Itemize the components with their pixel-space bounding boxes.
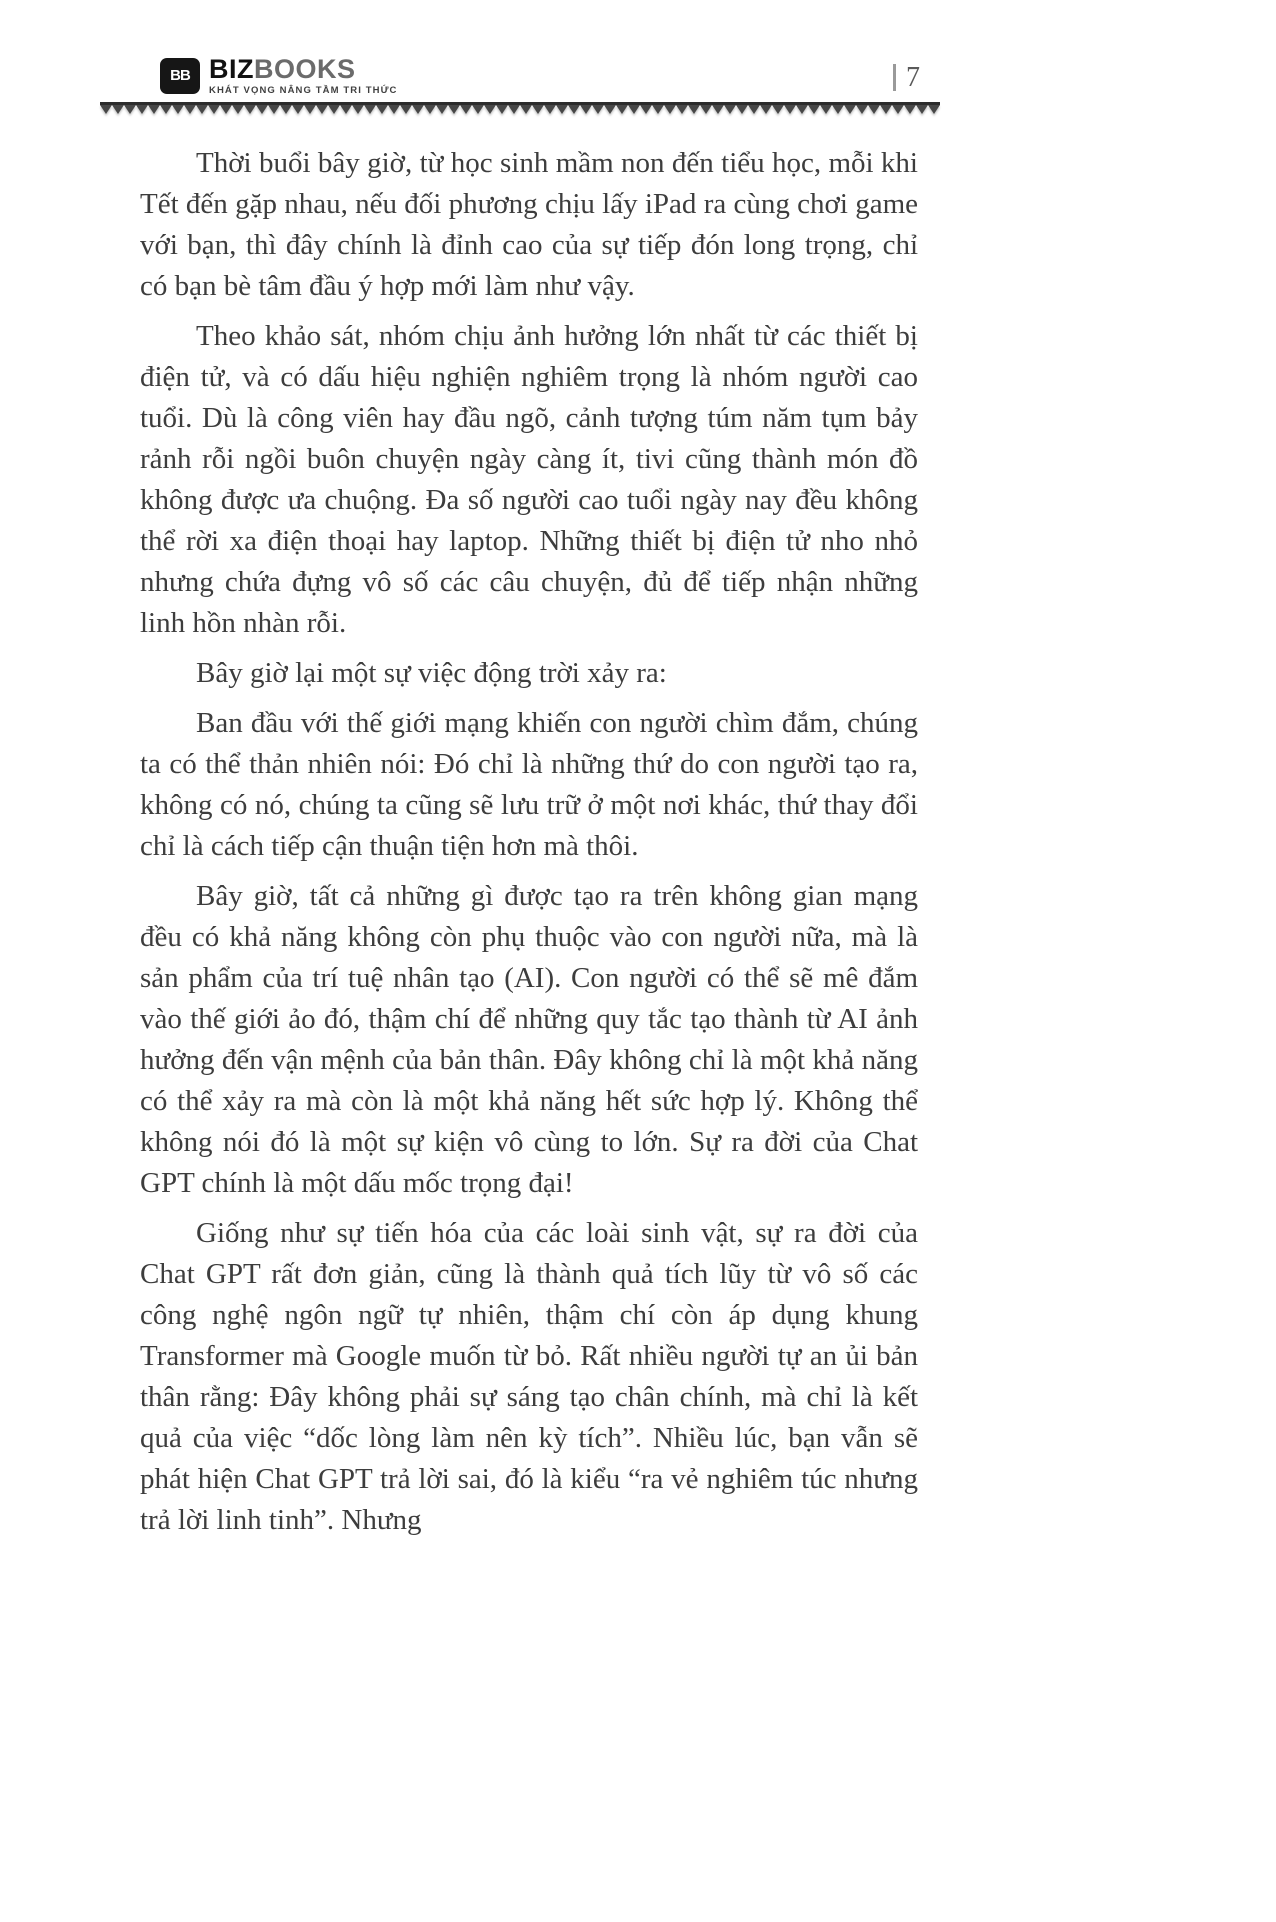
paragraph: Bây giờ, tất cả những gì được tạo ra trên không gian mạng đều có khả năng không còn phụ thuộc vào con người nữa, mà là sản phẩm của trí tuệ nhân tạo (AI). Con người có thể sẽ mê đắm vào thế giới ảo đó, thậm chí để những quy tắc tạo thành từ AI ảnh hưởng đến vận mệnh của bản thân. Đây không chỉ là một khả năng có thể xảy ra mà còn là một khả năng hết sức hợp lý. Không thể không nói đó là một sự kiện vô cùng to lớn. Sự ra đời của Chat GPT chính là một dấu mốc trọng đại! <box>140 879 918 1199</box>
brand <box>160 56 398 96</box>
bizbooks-logo-icon <box>160 58 200 94</box>
page-body <box>140 143 918 1541</box>
brand-name-biz: BIZ <box>209 54 254 84</box>
header-wrap <box>100 56 940 115</box>
logo-monogram: BB <box>170 67 190 85</box>
page-number <box>893 62 920 96</box>
brand-text <box>209 56 398 96</box>
paragraph: Giống như sự tiến hóa của các loài sinh vật, sự ra đời của Chat GPT rất đơn giản, cũng là thành quả tích lũy từ vô số các công nghệ ngôn ngữ tự nhiên, thậm chí còn áp dụng khung Transformer mà Google muốn từ bỏ. Rất nhiều người tự an ủi bản thân rằng: Đây không phải sự sáng tạo chân chính, mà chỉ là kết quả của việc “dốc lòng làm nên kỳ tích”. Nhiều lúc, bạn vẫn sẽ phát hiện Chat GPT trả lời sai, đó là kiểu “ra vẻ nghiêm túc nhưng trả lời linh tinh”. Nhưng <box>140 1216 918 1536</box>
page-number-divider <box>893 64 896 91</box>
torn-edge-decoration <box>100 105 940 115</box>
paragraph: Bây giờ lại một sự việc động trời xảy ra: <box>196 656 667 689</box>
paragraph: Ban đầu với thế giới mạng khiến con người chìm đắm, chúng ta có thể thản nhiên nói: Đó chỉ là những thứ do con người tạo ra, không có nó, chúng ta cũng sẽ lưu trữ ở một nơi khác, thứ thay đổi chỉ là cách tiếp cận thuận tiện hơn mà thôi. <box>140 706 918 862</box>
brand-name-books: BOOKS <box>254 54 356 84</box>
brand-tagline: KHÁT VỌNG NÂNG TẦM TRI THỨC <box>209 85 398 96</box>
brand-name <box>209 56 398 83</box>
paragraph: Theo khảo sát, nhóm chịu ảnh hưởng lớn nhất từ các thiết bị điện tử, và có dấu hiệu nghiện nghiêm trọng là nhóm người cao tuổi. Dù là công viên hay đầu ngõ, cảnh tượng túm năm tụm bảy rảnh rỗi ngồi buôn chuyện ngày càng ít, tivi cũng thành món đồ không được ưa chuộng. Đa số người cao tuổi ngày nay đều không thể rời xa điện thoại hay laptop. Những thiết bị điện tử nho nhỏ nhưng chứa đựng vô số các câu chuyện, đủ để tiếp nhận những linh hồn nhàn rỗi. <box>140 319 918 639</box>
paragraph: Thời buổi bây giờ, từ học sinh mầm non đến tiểu học, mỗi khi Tết đến gặp nhau, nếu đối phương chịu lấy iPad ra cùng chơi game với bạn, thì đây chính là đỉnh cao của sự tiếp đón long trọng, chỉ có bạn bè tâm đầu ý hợp mới làm như vậy. <box>140 146 918 302</box>
page-header <box>100 56 940 102</box>
page-number-value: 7 <box>906 61 920 93</box>
